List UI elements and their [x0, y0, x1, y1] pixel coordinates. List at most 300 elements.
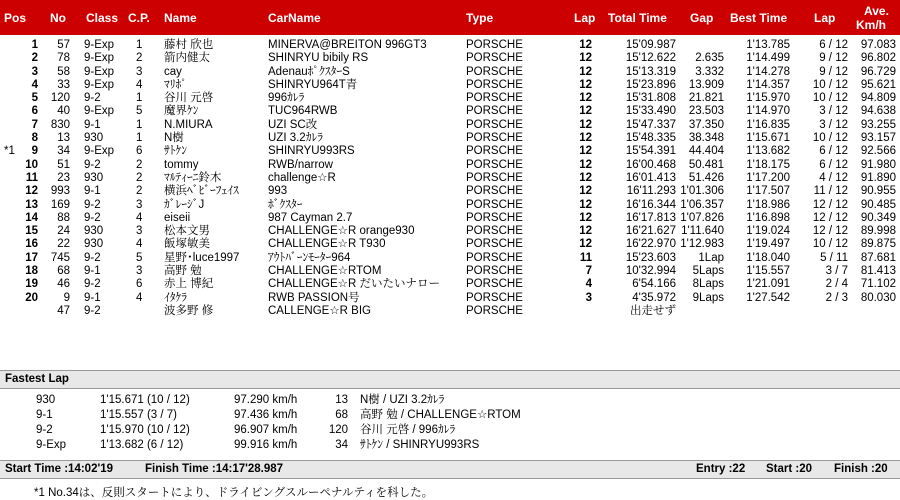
row-class: 9-2 [84, 211, 101, 224]
row-ave-speed: 71.102 [860, 278, 896, 291]
row-gap: 1'01.306 [680, 185, 724, 198]
row-driver-name: 藤村 欣也 [164, 39, 214, 51]
row-laps: 12 [579, 39, 592, 51]
row-ave-speed: 80.030 [860, 291, 896, 304]
row-driver-name: 横浜ﾍﾞﾋﾞｰﾌｪｲｽ [164, 185, 239, 198]
row-ave-speed: 91.890 [860, 171, 896, 184]
row-driver-name: 波多野 修 [164, 304, 214, 317]
row-class-pos: 3 [136, 265, 143, 278]
row-type: PORSCHE [466, 132, 523, 145]
row-car-name: UZI SC改 [268, 118, 318, 131]
row-class: 9-2 [84, 251, 101, 264]
row-best-time: 1'14.499 [746, 52, 790, 65]
row-ave-speed: 89.998 [860, 225, 896, 238]
row-type: PORSCHE [466, 39, 523, 51]
row-type: PORSCHE [466, 211, 523, 224]
row-best-lap: 3 / 7 [825, 265, 848, 278]
row-class: 9-2 [84, 304, 101, 317]
row-car-no: 58 [57, 65, 70, 78]
result-row [0, 305, 900, 318]
row-car-no: 24 [57, 225, 70, 238]
row-gap: 23.503 [688, 105, 724, 118]
row-type: PORSCHE [466, 171, 523, 184]
start-time: Start Time :14:02'19 [5, 463, 113, 475]
row-laps: 11 [579, 251, 592, 264]
row-type: PORSCHE [466, 52, 523, 65]
row-ave-speed: 91.980 [860, 158, 896, 171]
row-best-time: 1'19.024 [746, 225, 790, 238]
row-car-no: 47 [57, 304, 70, 317]
row-total-time: 15'33.490 [625, 105, 676, 118]
row-best-time: 1'15.671 [746, 132, 790, 145]
row-best-time: 1'17.507 [746, 185, 790, 198]
row-gap: 3.332 [695, 65, 724, 78]
row-car-name: MINERVA@BREITON 996GT3 [268, 39, 427, 51]
row-best-time: 1'15.557 [746, 265, 790, 278]
row-laps: 12 [579, 158, 592, 171]
row-class-pos: 3 [136, 198, 143, 211]
row-car-name: 987 Cayman 2.7 [268, 211, 353, 224]
row-pos: 1 [31, 39, 38, 51]
row-pos: 5 [31, 92, 38, 105]
fastest-class: 9-1 [36, 409, 53, 421]
row-driver-name: ｻﾄｹﾝ [164, 145, 187, 158]
row-class-pos: 1 [136, 118, 143, 131]
row-total-time: 16'17.813 [625, 211, 676, 224]
row-type: PORSCHE [466, 251, 523, 264]
row-best-lap: 6 / 12 [819, 39, 848, 51]
row-gap: 1'06.357 [680, 198, 724, 211]
row-class: 930 [84, 171, 104, 184]
row-total-time: 16'01.413 [625, 171, 676, 184]
row-ave-speed: 93.255 [860, 118, 896, 131]
row-best-lap: 3 / 12 [819, 118, 848, 131]
row-class-pos: 1 [136, 132, 143, 145]
row-laps: 12 [579, 225, 592, 238]
row-class: 9-1 [84, 185, 101, 198]
row-gap: 1'07.826 [680, 211, 724, 224]
result-row [0, 292, 900, 305]
row-class-pos: 6 [136, 145, 143, 158]
row-type: PORSCHE [466, 304, 523, 317]
result-row [0, 212, 900, 225]
header-pos: Pos [4, 11, 27, 25]
result-row [0, 92, 900, 105]
row-best-lap: 2 / 3 [825, 291, 848, 304]
row-type: PORSCHE [466, 65, 523, 78]
row-driver-name: N.MIURA [164, 118, 213, 131]
result-row [0, 132, 900, 145]
row-laps: 12 [579, 52, 592, 65]
row-car-no: 120 [50, 92, 70, 105]
row-type: PORSCHE [466, 185, 523, 198]
row-best-time: 1'13.785 [746, 39, 790, 51]
row-ave-speed: 94.809 [860, 92, 896, 105]
row-total-time: 4'35.972 [632, 291, 676, 304]
row-ave-speed: 90.485 [860, 198, 896, 211]
row-best-time: 1'27.542 [746, 291, 790, 304]
row-car-name: AdenauﾎﾟｸｽﾀｰS [268, 65, 350, 78]
row-ave-speed: 97.083 [860, 39, 896, 51]
row-laps: 12 [579, 92, 592, 105]
row-car-no: 9 [63, 291, 70, 304]
row-pos: 14 [25, 211, 38, 224]
header-total-time: Total Time [608, 11, 667, 25]
row-best-time: 1'16.898 [746, 211, 790, 224]
header-lap: Lap [574, 11, 596, 25]
fastest-time: 1'13.682 (6 / 12) [100, 439, 184, 451]
row-pos: 12 [25, 185, 38, 198]
row-car-name: CHALLENGE☆R だいたいナロー [268, 278, 440, 291]
fastest-class: 9-2 [36, 424, 53, 436]
fastest-speed: 97.436 km/h [234, 409, 298, 421]
row-gap: 5Laps [692, 265, 724, 278]
row-class-pos: 1 [136, 39, 143, 51]
row-car-no: 745 [50, 251, 70, 264]
fastest-lap-row [0, 393, 900, 408]
row-driver-name: 箭内健太 [164, 52, 210, 65]
row-driver-name: 飯塚敏美 [164, 238, 210, 251]
header-no: No [50, 11, 66, 25]
row-pos: 10 [25, 158, 38, 171]
row-driver-name: 高野 勉 [164, 265, 202, 278]
row-car-name: CHALLENGE☆R T930 [268, 238, 386, 251]
row-gap: 51.426 [688, 171, 724, 184]
row-laps: 7 [585, 265, 592, 278]
row-class-pos: 4 [136, 211, 143, 224]
row-car-no: 40 [57, 105, 70, 118]
header-class: Class [86, 11, 119, 25]
row-car-name: RWB/narrow [268, 158, 333, 171]
row-best-time: 1'13.682 [746, 145, 790, 158]
row-ave-speed: 92.566 [860, 145, 896, 158]
result-row [0, 159, 900, 172]
fastest-driver: 谷川 元啓 / 996ｶﾚﾗ [360, 424, 456, 436]
row-class-pos: 6 [136, 278, 143, 291]
row-total-time: 15'12.622 [625, 52, 676, 65]
row-pos: 6 [31, 105, 38, 118]
row-pos: 17 [25, 251, 38, 264]
entry-count: Entry :22 [696, 463, 746, 475]
row-best-time: 1'18.986 [746, 198, 790, 211]
row-laps: 12 [579, 211, 592, 224]
row-total-time: 15'31.808 [625, 92, 676, 105]
header-best-time: Best Time [730, 11, 788, 25]
row-best-lap: 6 / 12 [819, 158, 848, 171]
row-type: PORSCHE [466, 145, 523, 158]
row-class-pos: 3 [136, 65, 143, 78]
finish-count: Finish :20 [834, 463, 888, 475]
row-class-pos: 5 [136, 251, 143, 264]
row-best-time: 1'14.970 [746, 105, 790, 118]
row-best-lap: 3 / 12 [819, 105, 848, 118]
row-car-no: 830 [50, 118, 70, 131]
result-row [0, 52, 900, 65]
row-driver-name: ｶﾞﾚｰｼﾞJ [164, 198, 205, 211]
row-car-no: 46 [57, 278, 70, 291]
row-class: 930 [84, 132, 104, 145]
penalty-note: *1 No.34は、反則スタートにより、ドライビングスルーペナルティを科した。 [34, 487, 434, 499]
result-row [0, 238, 900, 251]
row-driver-name: 星野･luce1997 [164, 251, 240, 264]
row-total-time: 6'54.166 [632, 278, 676, 291]
row-best-time: 1'18.175 [746, 158, 790, 171]
session-summary-bar [0, 460, 900, 479]
row-gap: 44.404 [688, 145, 724, 158]
row-driver-name: ﾏﾘﾎﾟ [164, 78, 187, 91]
result-row [0, 199, 900, 212]
row-total-time: 16'16.344 [625, 198, 676, 211]
row-laps: 4 [585, 278, 592, 291]
row-class-pos: 5 [136, 105, 143, 118]
row-pos: 7 [31, 118, 38, 131]
row-total-time: 15'54.391 [625, 145, 676, 158]
finish-time: Finish Time :14:17'28.987 [145, 463, 284, 475]
row-laps: 12 [579, 185, 592, 198]
row-car-name: UZI 3.2ｶﾚﾗ [268, 132, 323, 145]
fastest-lap-bar [0, 370, 900, 389]
row-laps: 12 [579, 238, 592, 251]
row-best-lap: 12 / 12 [812, 225, 848, 238]
row-gap: 50.481 [688, 158, 724, 171]
row-laps: 12 [579, 132, 592, 145]
fastest-class: 9-Exp [36, 439, 67, 451]
row-best-time: 1'16.835 [746, 118, 790, 131]
row-best-lap: 6 / 12 [819, 145, 848, 158]
row-laps: 3 [585, 291, 592, 304]
result-row [0, 119, 900, 132]
row-class-pos: 4 [136, 238, 143, 251]
row-laps: 12 [579, 105, 592, 118]
results-table [0, 39, 900, 318]
row-best-lap: 10 / 12 [812, 238, 848, 251]
row-class-pos: 1 [136, 92, 143, 105]
row-gap: 9Laps [692, 291, 724, 304]
row-pos: 9 [31, 145, 38, 158]
row-driver-name: 松本文男 [164, 225, 210, 238]
row-gap: 1Lap [698, 251, 724, 264]
start-count: Start :20 [766, 463, 813, 475]
row-type: PORSCHE [466, 238, 523, 251]
row-pos: 13 [25, 198, 38, 211]
row-driver-name: eiseii [164, 211, 191, 224]
row-total-time: 出走せず [630, 304, 676, 317]
row-class: 9-Exp [84, 78, 115, 91]
row-class-pos: 2 [136, 171, 143, 184]
row-pos: 16 [25, 238, 38, 251]
result-row [0, 105, 900, 118]
row-best-time: 1'14.278 [746, 65, 790, 78]
row-laps: 12 [579, 65, 592, 78]
row-best-lap: 9 / 12 [819, 65, 848, 78]
result-row [0, 278, 900, 291]
row-total-time: 16'11.293 [626, 185, 676, 198]
row-best-lap: 4 / 12 [819, 171, 848, 184]
row-total-time: 15'23.603 [625, 251, 676, 264]
fastest-speed: 99.916 km/h [234, 439, 298, 451]
row-car-no: 34 [57, 145, 70, 158]
row-best-time: 1'17.200 [746, 171, 790, 184]
row-driver-name: N樹 [164, 132, 184, 145]
row-car-name: ｱｳﾄﾊﾞｰﾝﾓｰﾀｰ964 [268, 251, 351, 264]
row-ave-speed: 87.681 [860, 251, 896, 264]
row-driver-name: cay [164, 65, 182, 78]
row-driver-name: ｲﾀｹﾗ [164, 291, 187, 304]
row-pos: 8 [31, 132, 38, 145]
fastest-car-no: 34 [335, 439, 348, 451]
header-carname: CarName [268, 11, 321, 25]
row-car-name: SHINRYU bibily RS [268, 52, 369, 65]
result-row [0, 66, 900, 79]
row-total-time: 16'00.468 [625, 158, 676, 171]
header-best-lap: Lap [814, 11, 836, 25]
row-class-pos: 4 [136, 78, 143, 91]
result-row [0, 79, 900, 92]
result-row [0, 225, 900, 238]
row-car-name: SHINRYU993RS [268, 145, 355, 158]
row-class: 9-Exp [84, 105, 115, 118]
row-laps: 12 [579, 118, 592, 131]
row-total-time: 16'21.627 [625, 225, 676, 238]
row-ave-speed: 95.621 [860, 78, 896, 91]
row-type: PORSCHE [466, 105, 523, 118]
fastest-time: 1'15.557 (3 / 7) [100, 409, 177, 421]
row-car-no: 169 [50, 198, 70, 211]
row-type: PORSCHE [466, 291, 523, 304]
row-best-time: 1'21.091 [746, 278, 790, 291]
fastest-driver: N樹 / UZI 3.2ｶﾚﾗ [360, 394, 445, 406]
row-car-no: 13 [57, 132, 70, 145]
header-gap: Gap [690, 11, 714, 25]
row-laps: 12 [579, 78, 592, 91]
row-type: PORSCHE [466, 92, 523, 105]
result-row [0, 265, 900, 278]
row-class: 9-1 [84, 265, 101, 278]
row-type: PORSCHE [466, 225, 523, 238]
row-laps: 12 [579, 171, 592, 184]
row-car-no: 78 [57, 52, 70, 65]
header-ave-line2: Km/h [856, 18, 886, 32]
row-class: 9-2 [84, 278, 101, 291]
row-best-time: 1'19.497 [746, 238, 790, 251]
row-best-lap: 10 / 12 [812, 92, 848, 105]
row-ave-speed: 96.802 [860, 52, 896, 65]
row-class: 930 [84, 238, 104, 251]
row-gap: 1'11.640 [681, 225, 724, 238]
row-car-no: 33 [57, 78, 70, 91]
row-total-time: 15'13.319 [625, 65, 676, 78]
row-pos: 15 [25, 225, 38, 238]
row-gap: 21.821 [688, 92, 724, 105]
row-car-name: challenge☆R [268, 171, 336, 184]
result-row [0, 185, 900, 198]
header-name: Name [164, 11, 197, 25]
row-type: PORSCHE [466, 198, 523, 211]
row-pos: 19 [25, 278, 38, 291]
row-type: PORSCHE [466, 278, 523, 291]
fastest-lap-row [0, 438, 900, 453]
row-car-name: TUC964RWB [268, 105, 338, 118]
row-car-name: SHINRYU964T青 [268, 78, 358, 91]
fastest-lap-table [0, 393, 900, 453]
row-total-time: 16'22.970 [625, 238, 676, 251]
row-car-no: 88 [57, 211, 70, 224]
row-type: PORSCHE [466, 118, 523, 131]
row-gap: 37.350 [688, 118, 724, 131]
row-car-no: 68 [57, 265, 70, 278]
row-driver-name: tommy [164, 158, 199, 171]
row-ave-speed: 81.413 [860, 265, 896, 278]
fastest-lap-title: Fastest Lap [5, 373, 69, 385]
row-total-time: 15'23.896 [625, 78, 676, 91]
row-car-name: CHALLENGE☆RTOM [268, 265, 382, 278]
row-car-no: 51 [57, 158, 70, 171]
result-row [0, 39, 900, 52]
header-ave-line1: Ave. [864, 4, 889, 18]
row-best-lap: 9 / 12 [819, 52, 848, 65]
row-best-time: 1'18.040 [746, 251, 790, 264]
row-car-name: 996ｶﾚﾗ [268, 92, 305, 105]
fastest-speed: 96.907 km/h [234, 424, 298, 436]
fastest-lap-row [0, 408, 900, 423]
row-pos: 4 [31, 78, 38, 91]
row-class-pos: 4 [136, 291, 143, 304]
row-driver-name: 赤上 博紀 [164, 278, 214, 291]
row-best-time: 1'15.970 [746, 92, 790, 105]
row-best-lap: 11 / 12 [813, 185, 848, 198]
row-car-name: 993 [268, 185, 288, 198]
row-ave-speed: 94.638 [860, 105, 896, 118]
row-total-time: 15'48.335 [625, 132, 676, 145]
row-best-lap: 12 / 12 [812, 211, 848, 224]
row-car-no: 993 [50, 185, 70, 198]
row-class: 9-Exp [84, 145, 115, 158]
row-driver-name: ﾏﾙﾃｨｰﾆ鈴木 [164, 171, 222, 184]
row-car-no: 22 [57, 238, 70, 251]
row-best-lap: 10 / 12 [812, 132, 848, 145]
row-gap: 38.348 [688, 132, 724, 145]
row-driver-name: 魔界ｹﾝ [164, 105, 199, 118]
row-gap: 1'12.983 [680, 238, 724, 251]
row-class: 9-1 [84, 291, 101, 304]
row-ave-speed: 96.729 [860, 65, 896, 78]
row-car-name: RWB PASSION号 [268, 291, 360, 304]
row-class-pos: 3 [136, 225, 143, 238]
row-pos: 11 [25, 171, 38, 184]
row-class: 9-2 [84, 198, 101, 211]
row-ave-speed: 93.157 [860, 132, 896, 145]
result-row [0, 172, 900, 185]
row-gap: 13.909 [688, 78, 724, 91]
row-class: 9-Exp [84, 65, 115, 78]
header-cp: C.P. [128, 11, 150, 25]
row-best-lap: 5 / 11 [820, 251, 848, 264]
row-laps: 12 [579, 198, 592, 211]
row-ave-speed: 90.955 [860, 185, 896, 198]
row-best-lap: 2 / 4 [825, 278, 848, 291]
row-pos: 20 [25, 291, 38, 304]
row-type: PORSCHE [466, 78, 523, 91]
row-class: 9-1 [84, 118, 101, 131]
row-total-time: 10'32.994 [625, 265, 676, 278]
result-row [0, 252, 900, 265]
row-driver-name: 谷川 元啓 [164, 92, 214, 105]
row-pos: 3 [31, 65, 38, 78]
row-class: 9-Exp [84, 52, 115, 65]
fastest-speed: 97.290 km/h [234, 394, 298, 406]
row-best-lap: 12 / 12 [812, 198, 848, 211]
fastest-car-no: 68 [335, 409, 348, 421]
